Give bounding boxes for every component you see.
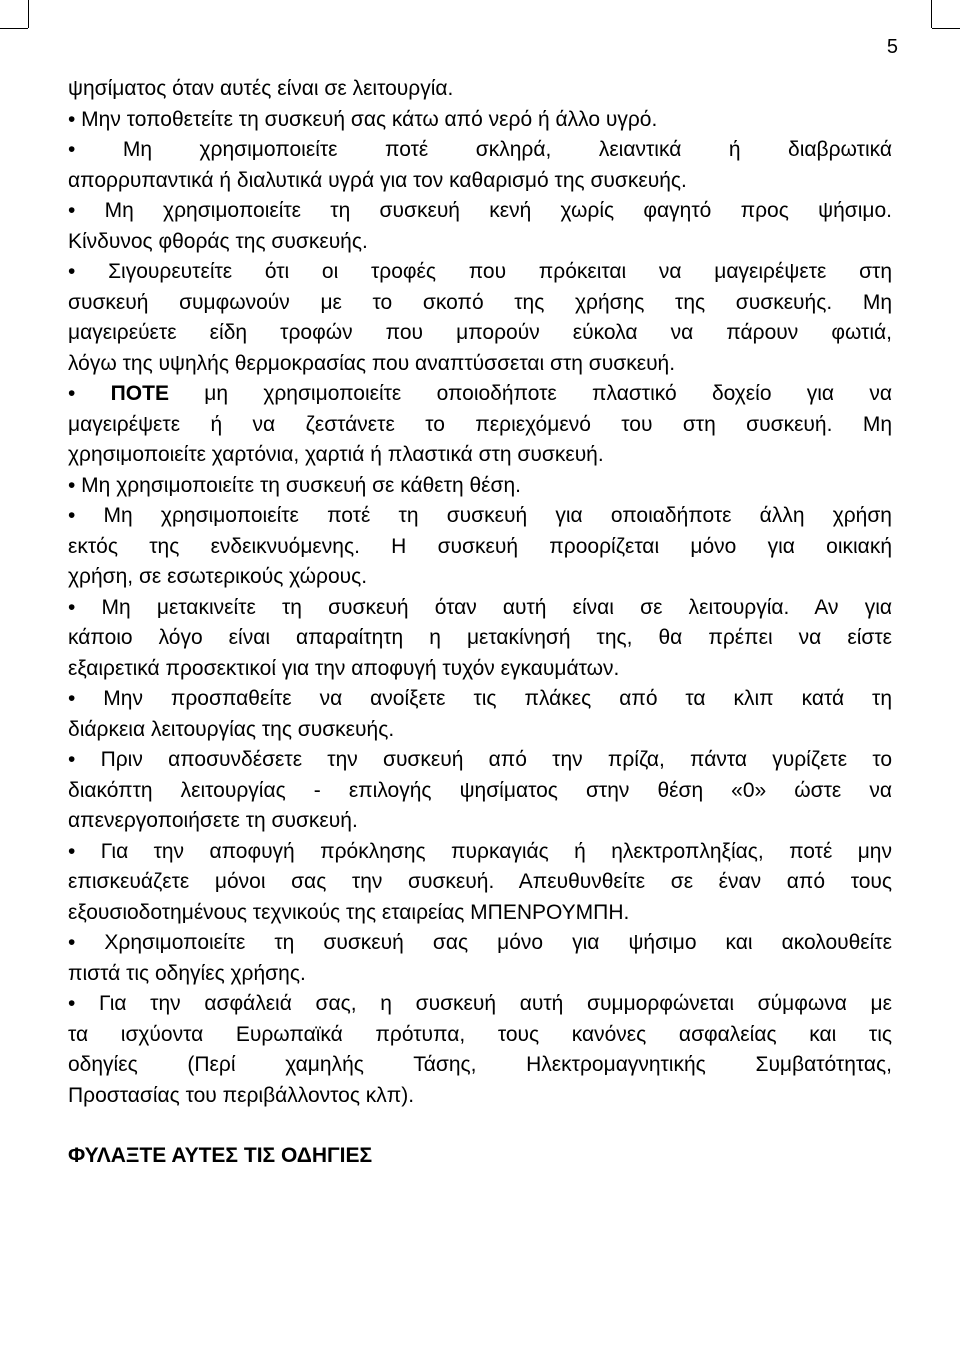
text-line: • Μην τοποθετείτε τη συσκευή σας κάτω από νερό ή άλλο υγρό. bbox=[68, 107, 658, 131]
text-line: • Για την αποφυγή πρόκλησης πυρκαγιάς ή ηλεκτροπληξίας, ποτέ μην bbox=[68, 839, 892, 863]
keep-instructions-heading: ΦΥΛΑΞΤΕ ΑΥΤΕΣ ΤΙΣ ΟΔΗΓΙΕΣ bbox=[68, 1144, 373, 1167]
text-line: • Χρησιμοποιείτε τη συσκευή σας μόνο για ψήσιμο και ακολουθείτε bbox=[68, 931, 892, 954]
text-line: απενεργοποιήσετε τη συσκευή. bbox=[68, 809, 358, 832]
crop-mark-top-left-vertical bbox=[28, 0, 29, 28]
crop-mark-top-left-horizontal bbox=[0, 28, 28, 29]
text-line: συσκευή συμφωνούν με το σκοπό της χρήσης της συσκευής. Μη bbox=[68, 290, 892, 314]
text-line: διάρκεια λειτουργίας της συσκευής. bbox=[68, 717, 395, 741]
text-line: οδηγίες (Περί χαμηλής Τάσης, Ηλεκτρομαγνητικής Συμβατότητας, bbox=[68, 1053, 892, 1076]
text-line: μαγειρεύετε είδη τροφών που μπορούν εύκολα να πάρουν φωτιά, bbox=[68, 321, 892, 344]
text-line-never-warning bbox=[68, 379, 892, 410]
text-line: πιστά τις οδηγίες χρήσης. bbox=[68, 961, 306, 985]
text-line: απορρυπαντικά ή διαλυτικά υγρά για τον καθαρισμό της συσκευής. bbox=[68, 168, 687, 192]
text-line: εκτός της ενδεικνυόμενης. Η συσκευή προορίζεται μόνο για οικιακή bbox=[68, 534, 892, 558]
text-line: • Πριν αποσυνδέσετε την συσκευή από την πρίζα, πάντα γυρίζετε το bbox=[68, 748, 892, 771]
text-line: • Μη μετακινείτε τη συσκευή όταν αυτή είναι σε λειτουργία. Αν για bbox=[68, 595, 892, 619]
text-line: Κίνδυνος φθοράς της συσκευής. bbox=[68, 229, 368, 253]
text-line: χρήση, σε εσωτερικούς χώρους. bbox=[68, 565, 368, 588]
crop-mark-top-right-horizontal bbox=[932, 28, 960, 29]
text-line: μαγειρέψετε ή να ζεστάνετε το περιεχόμενό του στη συσκευή. Μη bbox=[68, 412, 892, 436]
crop-mark-top-right-vertical bbox=[931, 0, 932, 28]
text-line: • Για την ασφάλειά σας, η συσκευή αυτή συμμορφώνεται σύμφωνα με bbox=[68, 992, 892, 1015]
text-line: τα ισχύοντα Ευρωπαϊκά πρότυπα, τους κανόνες ασφαλείας και τις bbox=[68, 1022, 892, 1046]
safety-instructions-text bbox=[68, 74, 892, 1111]
text-line: επισκευάζετε μόνοι σας την συσκευή. Απευθυνθείτε σε έναν από τους bbox=[68, 870, 892, 893]
text-line: ψησίματος όταν αυτές είναι σε λειτουργία. bbox=[68, 77, 454, 100]
page-number: 5 bbox=[886, 36, 898, 58]
text-line: • Σιγουρευτείτε ότι οι τροφές που πρόκειται να μαγειρέψετε στη bbox=[68, 260, 892, 283]
text-line: εξουσιοδοτημένους τεχνικούς της εταιρείας ΜΠΕΝΡΟΥΜΠΗ. bbox=[68, 900, 630, 924]
text-line: εξαιρετικά προσεκτικοί για την αποφυγή τυχόν εγκαυμάτων. bbox=[68, 656, 620, 680]
text-line: κάποιο λόγο είναι απαραίτητη η μετακίνησή της, θα πρέπει να είστε bbox=[68, 626, 892, 649]
never-emphasis: ΠΟΤΕ bbox=[110, 382, 169, 405]
text-line: χρησιμοποιείτε χαρτόνια, χαρτιά ή πλαστικά στη συσκευή. bbox=[68, 443, 604, 466]
text-line: • Μη χρησιμοποιείτε ποτέ σκληρά, λειαντικά ή διαβρωτικά bbox=[68, 138, 892, 161]
text-line: • Μη χρησιμοποιείτε τη συσκευή σε κάθετη θέση. bbox=[68, 473, 521, 497]
text-fragment: μη χρησιμοποιείτε οποιοδήποτε πλαστικό δοχείο για να bbox=[204, 382, 892, 405]
text-line: • Μη χρησιμοποιείτε ποτέ τη συσκευή για οποιαδήποτε άλλη χρήση bbox=[68, 504, 892, 527]
text-line: διακόπτη λειτουργίας - επιλογής ψησίματος στην θέση «0» ώστε να bbox=[68, 778, 892, 802]
text-line: • Μη χρησιμοποιείτε τη συσκευή κενή χωρίς φαγητό προς ψήσιμο. bbox=[68, 199, 892, 222]
text-line: Προστασίας του περιβάλλοντος κλπ). bbox=[68, 1083, 415, 1107]
text-line: • Μην προσπαθείτε να ανοίξετε τις πλάκες από τα κλιπ κατά τη bbox=[68, 687, 892, 710]
text-line: λόγω της υψηλής θερμοκρασίας που αναπτύσσεται στη συσκευή. bbox=[68, 351, 676, 375]
bullet: • bbox=[68, 382, 76, 405]
